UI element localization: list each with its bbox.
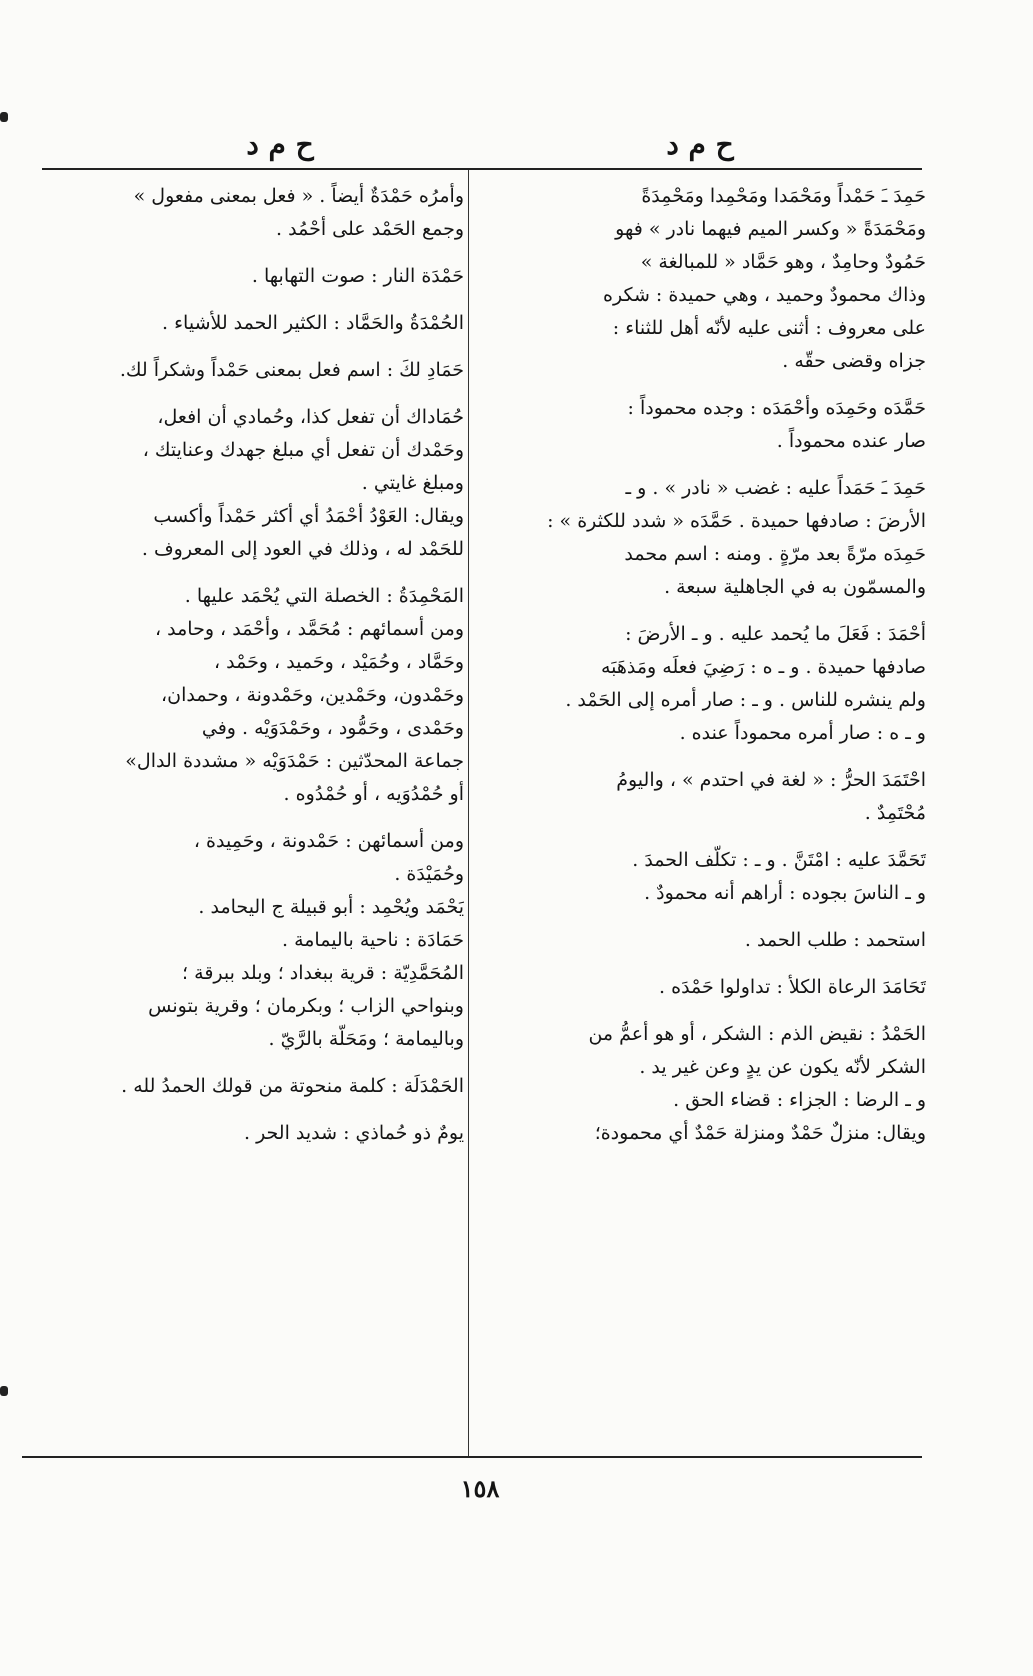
text-line: الأرضَ : صادفها حميدة . حَمَّدَه « شدد للكثرة » : <box>547 510 926 532</box>
text-line: للحَمْد له ، وذلك في العود إلى المعروف . <box>141 538 464 560</box>
text-line: حُمَاداك أن تفعل كذا، وحُمادي أن افعل، <box>157 406 464 428</box>
paragraph-gap <box>44 293 464 307</box>
text-line: وبنواحي الزاب ؛ وبكرمان ؛ وقرية بتونس <box>148 995 464 1017</box>
text-line: احْتَمَدَ الحرُّ : « لغة في احتدم » ، واليومُ <box>616 769 926 791</box>
text-line: حَمْدَة النار : صوت التهابها . <box>251 265 464 287</box>
left-column <box>44 180 464 1150</box>
text-line: ومَحْمَدَةً « وكسر الميم فيهما نادر » فهو <box>615 218 926 240</box>
paragraph-gap <box>44 246 464 260</box>
paragraph-gap <box>44 1103 464 1117</box>
text-line: وباليمامة ؛ ومَحَلّة بالرَّيّ . <box>268 1028 464 1050</box>
text-line: الحَمْدَلَة : كلمة منحوتة من قولك الحمدُ لله . <box>121 1075 464 1097</box>
page-number: ١٥٨ <box>460 1474 500 1503</box>
text-line: وحَمْدون، وحَمْدين، وحَمْدونة ، وحمدان، <box>161 684 464 706</box>
text-line: يومٌ ذو حُماذي : شديد الحر . <box>243 1122 464 1144</box>
text-line: وحَمْدك أن تفعل أي مبلغ جهدك وعنايتك ، <box>142 439 464 461</box>
text-line: حَمَادِ لكَ : اسم فعل بمعنى حَمْداً وشكراً لك. <box>119 359 464 381</box>
text-line: استحمد : طلب الحمد . <box>744 929 926 951</box>
left-column-header: ح م د <box>246 128 314 161</box>
text-line: حَمِدَه مرّةً بعد مرّةٍ . ومنه : اسم محمد <box>624 543 926 565</box>
text-line: المَحْمِدَةُ : الخصلة التي يُحْمَد عليها . <box>184 585 464 607</box>
paragraph-gap <box>486 750 926 764</box>
top-rule <box>42 168 922 170</box>
paragraph-gap <box>486 910 926 924</box>
text-line: الحُمْدَةُ والحَمَّاد : الكثير الحمد للأشياء . <box>162 312 464 334</box>
paragraph-gap <box>44 1056 464 1070</box>
paragraph-gap <box>44 387 464 401</box>
text-line: ومن أسمائهن : حَمْدونة ، وحَمِيدة ، <box>193 830 464 852</box>
text-line: صار عنده محموداً . <box>776 430 926 452</box>
text-line: ويقال: العَوْدُ أحْمَدُ أي أكثر حَمْداً وأكسب <box>153 505 464 527</box>
text-line: ومن أسمائهم : مُحَمَّد ، وأحْمَد ، وحامد ، <box>154 618 464 640</box>
text-line: ولم ينشره للناس . و ـ : صار أمره إلى الحَمْد . <box>565 689 926 711</box>
text-line: حَمَّدَه وحَمِدَه وأحْمَدَه : وجده محموداً : <box>627 397 926 419</box>
text-line: صادفها حميدة . و ـ ه : رَضِيَ فعلَه ومَذهَبَه <box>600 656 926 678</box>
paragraph-gap <box>486 458 926 472</box>
text-line: ويقال: منزلٌ حَمْدٌ ومنزلة حَمْدٌ أي محمودة؛ <box>594 1122 926 1144</box>
paragraph-gap <box>486 604 926 618</box>
paragraph-gap <box>486 1004 926 1018</box>
text-line: أو حُمْدُوَيه ، أو حُمْدُوه . <box>283 783 464 805</box>
text-line: حَمِدَ ـَ حَمْداً ومَحْمَدا ومَحْمِدا ومَحْمِدَةً <box>641 185 926 207</box>
text-line: الحَمْدُ : نقيض الذم : الشكر ، أو هو أعمُّ من <box>588 1023 926 1045</box>
scan-mark <box>0 112 8 122</box>
paragraph-gap <box>486 830 926 844</box>
text-line: و ـ ه : صار أمره محموداً عنده . <box>679 722 926 744</box>
text-line: و ـ الناسَ بجوده : أراهم أنه محمودٌ . <box>644 882 926 904</box>
paragraph-gap <box>44 811 464 825</box>
paragraph-gap <box>44 340 464 354</box>
column-divider <box>468 170 469 1456</box>
text-line: جماعة المحدّثين : حَمْدَوَيْه « مشددة الدال» <box>125 750 464 772</box>
text-line: وأمرُه حَمْدَةٌ أيضاً . « فعل بمعنى مفعول » <box>133 185 464 207</box>
paragraph-gap <box>486 378 926 392</box>
text-line: حَمِدَ ـَ حَمَداً عليه : غضب « نادر » . و ـ <box>625 477 926 499</box>
text-line: يَحْمَد ويُحْمِد : أبو قبيلة ج اليحامد . <box>198 896 464 918</box>
text-line: مُحْتَمِدٌ . <box>864 802 926 824</box>
right-column-header: ح م د <box>666 128 734 161</box>
text-line: تَحَمَّدَ عليه : امْتَنَّ . و ـ : تكلّف الحمدَ . <box>632 849 926 871</box>
text-line: وجمع الحَمْد على أحْمُد . <box>276 218 464 240</box>
bottom-rule <box>22 1456 922 1458</box>
text-line: وحَمْدى ، وحَمُّود ، وحَمْدَوَيْه . وفي <box>201 717 464 739</box>
text-line: الشكر لأنّه يكون عن يدٍ وعن غير يد . <box>639 1056 926 1078</box>
right-column <box>486 180 926 1150</box>
paragraph-gap <box>44 566 464 580</box>
text-line: حَمَادَة : ناحية باليمامة . <box>281 929 464 951</box>
text-line: وحَمَّاد ، وحُمَيْد ، وحَميد ، وحَمْد ، <box>213 651 464 673</box>
paragraph-gap <box>486 957 926 971</box>
text-line: ومبلغ غايتي . <box>361 472 464 494</box>
text-line: المُحَمَّدِيّة : قرية ببغداد ؛ وبلد ببرقة ؛ <box>182 962 464 984</box>
text-line: على معروف : أثنى عليه لأنّه أهل للثناء : <box>612 317 926 339</box>
text-line: جزاه وقضى حقّه . <box>782 350 926 372</box>
text-line: تَحَامَدَ الرعاة الكلأ : تداولوا حَمْدَه . <box>659 976 926 998</box>
text-line: وحُمَيْدَة . <box>394 863 464 885</box>
text-line: حَمُودٌ وحامِدٌ ، وهو حَمَّاد « للمبالغة » <box>640 251 926 273</box>
text-line: و ـ الرضا : الجزاء : قضاء الحق . <box>673 1089 926 1111</box>
scan-mark <box>0 1386 8 1396</box>
text-line: أحْمَدَ : فَعَلَ ما يُحمد عليه . و ـ الأرضَ : <box>625 623 926 645</box>
text-line: وذاك محمودٌ وحميد ، وهي حميدة : شكره <box>603 284 926 306</box>
text-line: والمسمّون به في الجاهلية سبعة . <box>664 576 926 598</box>
